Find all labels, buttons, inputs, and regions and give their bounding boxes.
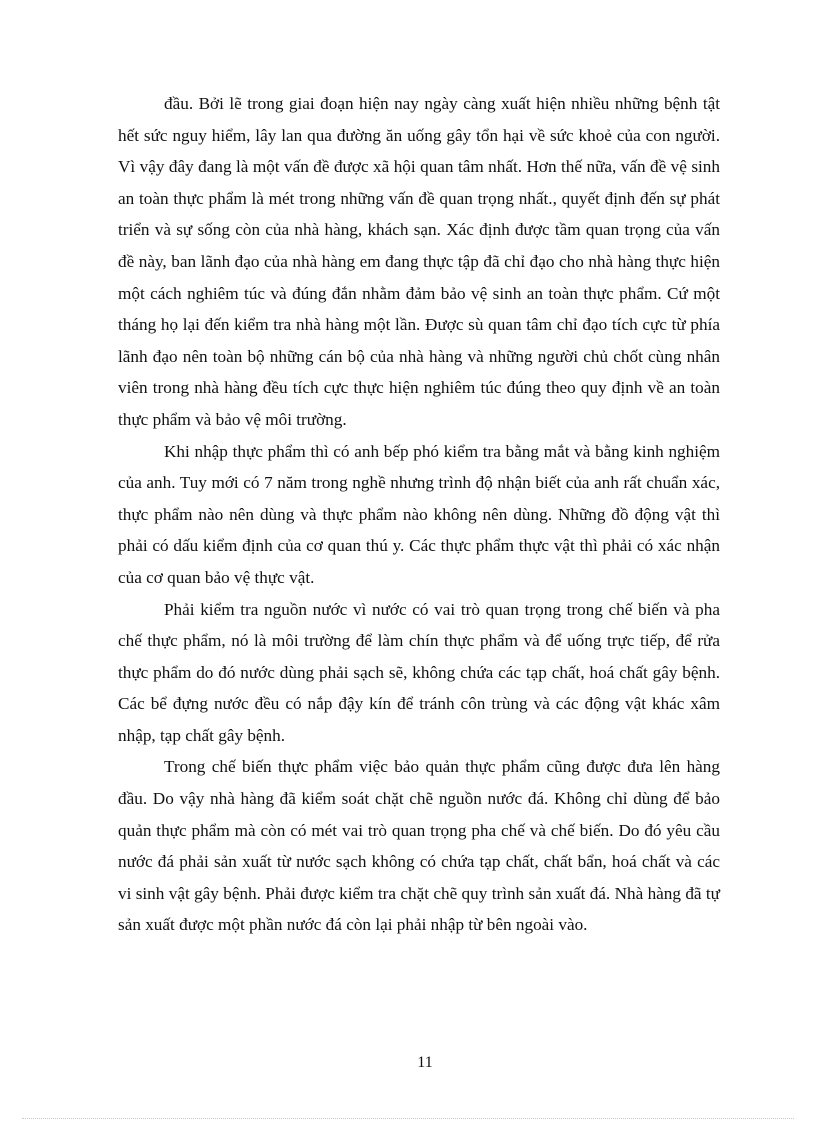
paragraph-water-check: Phải kiểm tra nguồn nước vì nước có vai trò quan trọng trong chế biến và pha chế thực phẩm, nó là môi trường để làm chín thực phẩm và để uống trực tiếp, để rửa thực phẩm do đó nước dùng phải sạch sẽ, không chứa các tạp chất, hoá chất gây bệnh. Các bể đựng nước đều có nắp đậy kín để tránh côn trùng và các động vật khác xâm nhập, tạp chất gây bệnh. [118,599,720,745]
paragraph-food-safety-intro: đầu. Bởi lẽ trong giai đoạn hiện nay ngày càng xuất hiện nhiều những bệnh tật hết sức nguy hiểm, lây lan qua đường ăn uống gây tổn hại về sức khoẻ của con người. Vì vậy đây đang là một vấn đề được xã hội quan tâm nhất. Hơn thế nữa, vấn đề vệ sinh an toàn thực phẩm là mét trong những vấn đề quan trọng nhất., quyết định đến sự phát triển và sự sống còn của nhà hàng, khách sạn. Xác định được tầm quan trọng của vấn đề này, ban lãnh đạo của nhà hàng em đang thực tập đã chỉ đạo cho nhà hàng thực hiện một cách nghiêm túc và đúng đắn nhằm đảm bảo vệ sinh an toàn thực phẩm. Cứ một tháng họ lại đến kiểm tra nhà hàng một lần. Được sù quan tâm chỉ đạo tích cực từ phía lãnh đạo nên toàn bộ những cán bộ của nhà hàng và những người chủ chốt cùng nhân viên trong nhà hàng đều tích cực thực hiện nghiêm túc đúng theo quy định về an toàn thực phẩm và bảo vệ môi trường. [118,94,720,429]
body-text [118,88,720,941]
paragraph-ice-control: Trong chế biến thực phẩm việc bảo quản thực phẩm cũng được đưa lên hàng đầu. Do vậy nhà hàng đã kiểm soát chặt chẽ nguồn nước đá. Không chỉ dùng để bảo quản thực phẩm mà còn có mét vai trò quan trọng pha chế và chế biến. Do đó yêu cầu nước đá phải sản xuất từ nước sạch không có chứa tạp chất, chất bẩn, hoá chất và các vi sinh vật gây bệnh. Phải được kiểm tra chặt chẽ quy trình sản xuất đá. Nhà hàng đã tự sản xuất được một phần nước đá còn lại phải nhập từ bên ngoài vào. [118,757,720,935]
page-number: 11 [417,1054,433,1071]
paragraph-food-inspection: Khi nhập thực phẩm thì có anh bếp phó kiểm tra bằng mắt và bằng kinh nghiệm của anh. Tuy mới có 7 năm trong nghề nhưng trình độ nhận biết của anh rất chuẩn xác, thực phẩm nào nên dùng và thực phẩm nào không nên dùng. Những đồ động vật thì phải có dấu kiểm định của cơ quan thú y. Các thực phẩm thực vật thì phải có xác nhận của cơ quan bảo vệ thực vật. [118,441,720,587]
page-bottom-divider [22,1118,794,1119]
